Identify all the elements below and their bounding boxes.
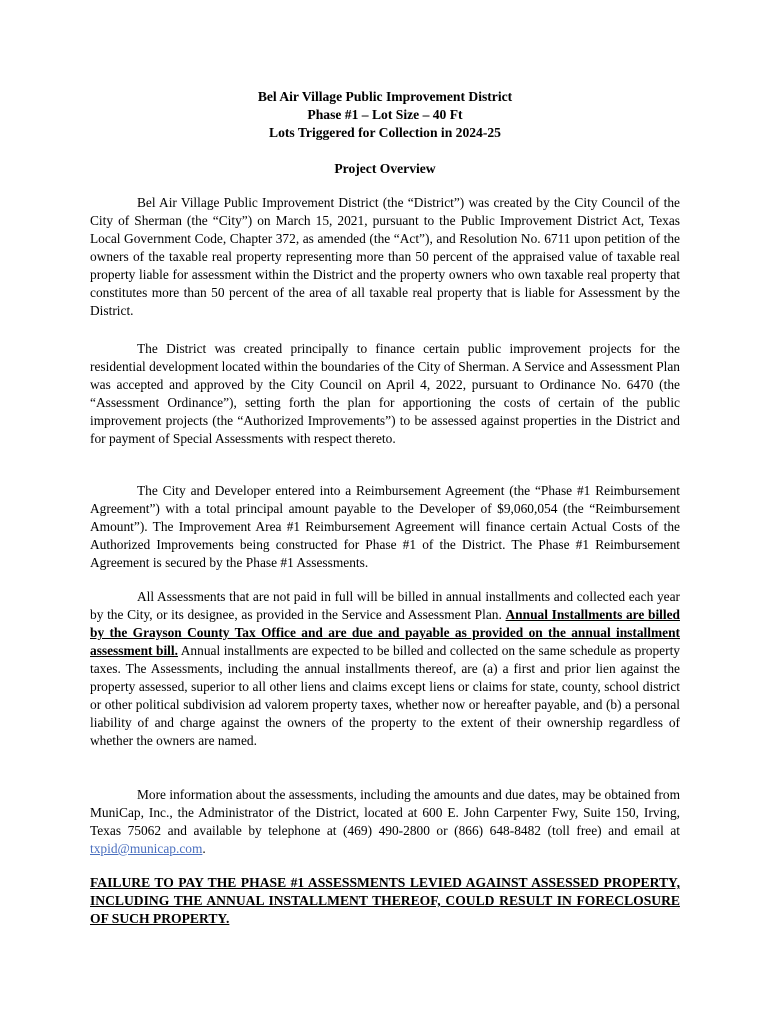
contact-text-end: . [202, 841, 206, 856]
paragraph-district-creation: Bel Air Village Public Improvement District (the “District”) was created by the City Council of the City of Sherman (the “City”) on March 15, 2021, pursuant to the Public Improvement District Act, Texas Local Government Code, Chapter 372, as amended (the “Act”), and Resolution No. 6711 upon petition of the owners of the taxable real property representing more than 50 percent of the appraised value of taxable real property liable for assessment within the District and the property owners who own taxable real property that constitutes more than 50 percent of the area of all taxable real property that is liable for Assessment by the District. [90, 195, 680, 318]
district-title: Bel Air Village Public Improvement District [257, 89, 513, 104]
collection-year-title: Lots Triggered for Collection in 2024-25 [269, 125, 501, 140]
paragraph-assessment-billing [90, 588, 680, 750]
email-link[interactable]: txpid@municap.com [90, 841, 203, 856]
foreclosure-warning: FAILURE TO PAY THE PHASE #1 ASSESSMENTS LEVIED AGAINST ASSESSED PROPERTY, INCLUDING THE ANNUAL INSTALLMENT THEREOF, COULD RESULT IN FORECLOSURE OF SUCH PROPERTY. [90, 875, 680, 926]
billing-text-detail: Annual installments are expected to be billed and collected on the same schedule as property taxes. The Assessments, including the annual installments thereof, are (a) a first and prior lien against the property assessed, superior to all other liens and claims except liens or claims for state, county, school district or other political subdivision ad valorem property taxes, whether now or hereafter payable, and (b) a personal liability of and charge against the owners of the property to the extent of their ownership regardless of whether the owners are named. [90, 643, 680, 748]
phase-lot-size-title: Phase #1 – Lot Size – 40 Ft [307, 107, 463, 122]
billing-emphasis: Annual Installments are billed by the Grayson County Tax Office and are due and payable as provided on the annual installment assessment bill. [90, 607, 680, 658]
section-title: Project Overview [334, 161, 436, 176]
billing-text-intro: All Assessments that are not paid in full will be billed in annual installments and collected each year by the City, or its designee, as provided in the Service and Assessment Plan. [90, 589, 680, 622]
contact-text: More information about the assessments, including the amounts and due dates, may be obtained from MuniCap, Inc., the Administrator of the District, located at 600 E. John Carpenter Fwy, Suite 150, Irving, Texas 75062 and available by telephone at (469) 490-2800 or (866) 648-8482 (toll free) and email at [90, 787, 680, 838]
paragraph-district-purpose: The District was created principally to finance certain public improvement projects for the residential development located within the boundaries of the City of Sherman. A Service and Assessment Plan was accepted and approved by the City Council on April 4, 2022, pursuant to Ordinance No. 6470 (the “Assessment Ordinance”), setting forth the plan for apportioning the costs of certain of the public improvement projects (the “Authorized Improvements”) to be assessed against properties in the District and for payment of Special Assessments with respect thereto. [90, 341, 680, 446]
paragraph-reimbursement-agreement: The City and Developer entered into a Reimbursement Agreement (the “Phase #1 Reimbursement Agreement”) with a total principal amount payable to the Developer of $9,060,054 (the “Reimbursement Amount”). The Improvement Area #1 Reimbursement Agreement will finance certain Actual Costs of the Authorized Improvements being constructed for Phase #1 of the District. The Phase #1 Reimbursement Agreement is secured by the Phase #1 Assessments. [90, 483, 680, 570]
paragraph-contact-info [90, 786, 680, 858]
